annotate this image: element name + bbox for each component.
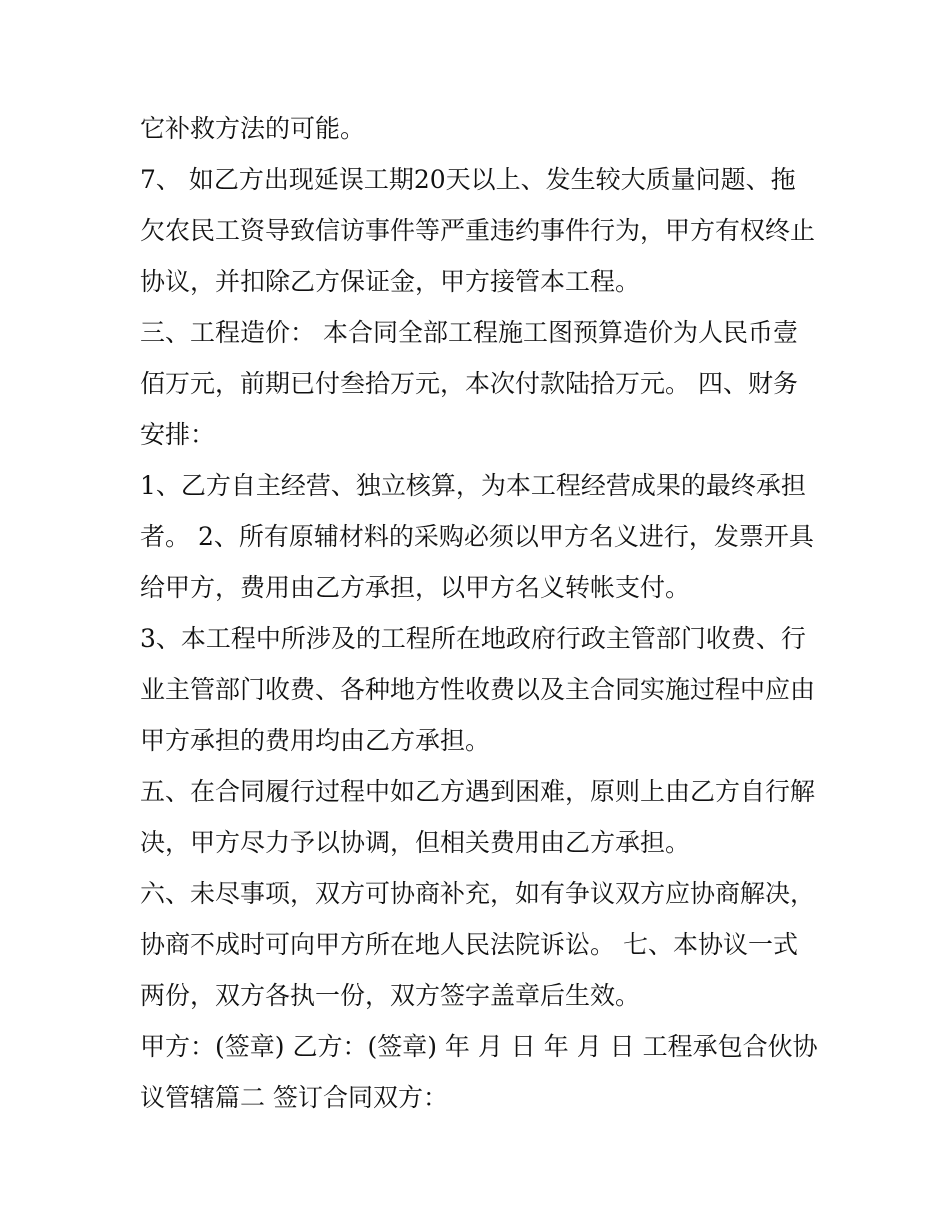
text-line: 协商不成时可向甲方所在地人民法院诉讼。 七、本协议一式 bbox=[140, 930, 798, 959]
text-line: 业主管部门收费、各种地方性收费以及主合同实施过程中应由 bbox=[140, 675, 816, 704]
text-line: 决，甲方尽力予以协调，但相关费用由乙方承担。 bbox=[140, 828, 691, 857]
text-line: 3、本工程中所涉及的工程所在地政府行政主管部门收费、行 bbox=[140, 624, 806, 653]
text-line: 三、工程造价： 本合同全部工程施工图预算造价为人民币壹 bbox=[140, 318, 798, 347]
text-line: 甲方承担的费用均由乙方承担。 bbox=[140, 726, 491, 755]
text-line: 给甲方，费用由乙方承担，以甲方名义转帐支付。 bbox=[140, 573, 691, 602]
text-line: 六、未尽事项，双方可协商补充，如有争议双方应协商解决， bbox=[140, 879, 816, 908]
text-line: 协议，并扣除乙方保证金，甲方接管本工程。 bbox=[140, 267, 641, 296]
text-line: 议管辖篇二 签订合同双方： bbox=[140, 1083, 448, 1112]
text-line: 五、在合同履行过程中如乙方遇到困难，原则上由乙方自行解 bbox=[140, 777, 816, 806]
text-line: 佰万元，前期已付叁拾万元，本次付款陆拾万元。 四、财务 bbox=[140, 369, 798, 398]
text-line: 者。 2、所有原辅材料的采购必须以甲方名义进行，发票开具 bbox=[140, 522, 814, 551]
text-line: 欠农民工资导致信访事件等严重违约事件行为，甲方有权终止 bbox=[140, 216, 816, 245]
text-line: 甲方：(签章) 乙方：(签章) 年 月 日 年 月 日 工程承包合伙协 bbox=[140, 1032, 818, 1061]
text-line: 两份，双方各执一份，双方签字盖章后生效。 bbox=[140, 981, 641, 1010]
text-line: 它补救方法的可能。 bbox=[140, 114, 366, 143]
text-line: 安排： bbox=[140, 420, 216, 449]
text-line: 1、乙方自主经营、独立核算，为本工程经营成果的最终承担 bbox=[140, 471, 806, 500]
text-line: 7、 如乙方出现延误工期20天以上、发生较大质量问题、拖 bbox=[140, 165, 796, 194]
